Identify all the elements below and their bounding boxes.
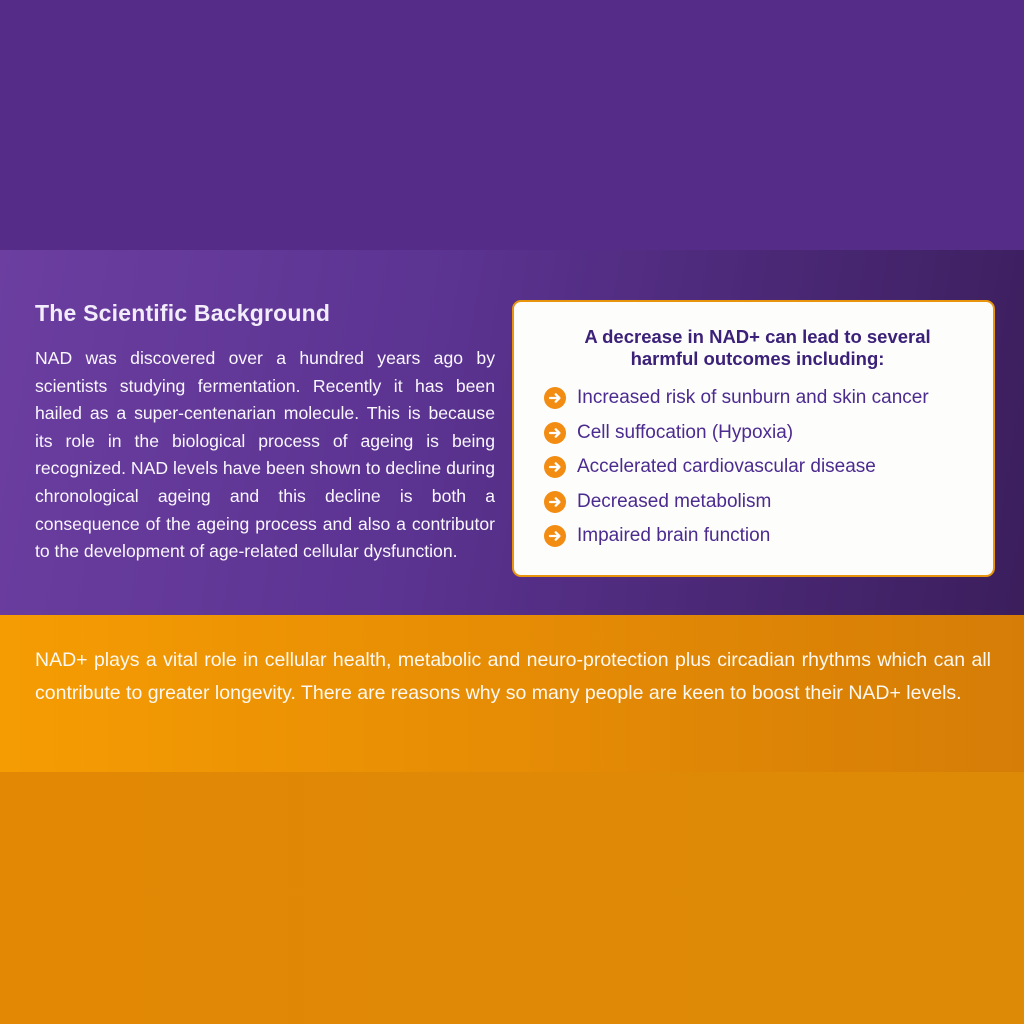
scientific-background-column [35,300,495,566]
list-item-label: Increased risk of sunburn and skin cancer [577,387,929,408]
arrow-right-circle-icon [544,491,566,513]
benefits-text: NAD+ plays a vital role in cellular health, metabolic and neuro-protection plus circadian rhythms which can all contribute to greater longevity. There are reasons why so many people are keen to boost their NAD+ levels. [35,649,991,704]
list-item [544,525,971,547]
benefits-band [0,615,1024,772]
arrow-right-circle-icon [544,422,566,444]
outcomes-card [512,300,995,577]
arrow-right-circle-icon [544,387,566,409]
list-item [544,387,971,409]
list-item [544,456,971,478]
arrow-right-circle-icon [544,456,566,478]
list-item [544,491,971,513]
scientific-background-section [0,250,1024,615]
list-item-label: Decreased metabolism [577,490,772,512]
list-item-label: Accelerated cardiovascular disease [577,456,876,477]
list-item-label: Impaired brain function [577,525,771,546]
outcomes-list [544,387,971,547]
outcomes-card-title [544,326,971,369]
outcomes-card-title-line1: A decrease in NAD+ can lead to several [584,326,931,347]
list-item [544,422,971,444]
section-heading: The Scientific Background [35,300,331,326]
section-body: NAD was discovered over a hundred years ago by scientists studying fermentation. Recently it has been hailed as a super-centenarian molecule. This is because its role in the biological process of ageing is being recognized. NAD levels have been shown to decline during chronological ageing and this decline is both a consequence of the ageing process and also a contributor to the development of age-related cellular dysfunction. [35,348,495,562]
top-spacer-band [0,0,1024,250]
outcomes-card-title-line2: harmful outcomes including: [630,347,885,369]
list-item-label: Cell suffocation (Hypoxia) [577,421,794,443]
arrow-right-circle-icon [544,525,566,547]
bottom-spacer-band [0,772,1024,1024]
